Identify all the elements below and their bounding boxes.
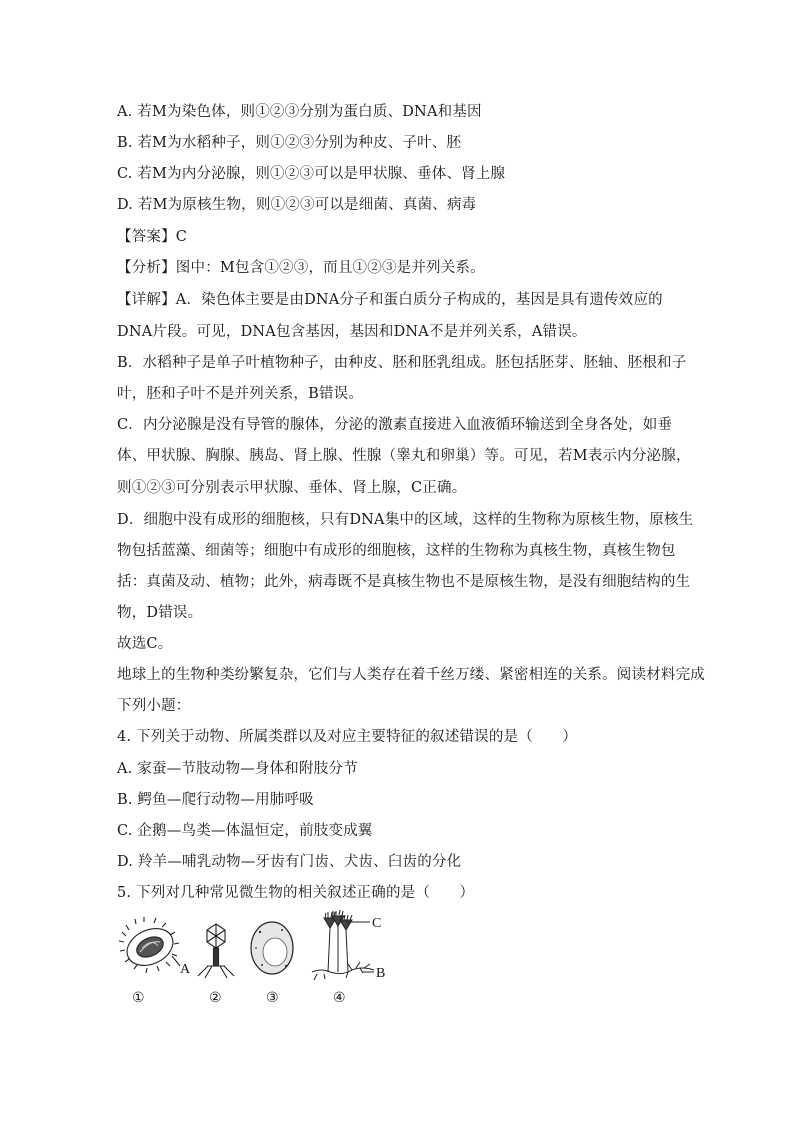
- figure-label-3: ③: [266, 991, 279, 1006]
- intro-paragraph: 地球上的生物种类纷繁复杂，它们与人类存在着千丝万缕、紧密相连的关系。阅读材料完成: [117, 667, 705, 683]
- figure-label-2: ②: [209, 991, 222, 1006]
- explanation-line: 括：真菌及动、植物；此外，病毒既不是真核生物也不是原核生物，是没有细胞结构的生: [117, 574, 691, 590]
- figure-label-4: ④: [333, 991, 346, 1006]
- pointer-label-a: A: [180, 962, 191, 977]
- explanation-line: 物包括蓝藻、细菌等；细胞中有成形的细胞核，这样的生物称为真核生物，真核生物包: [117, 543, 676, 559]
- option-d-q4: D. 羚羊—哺乳动物—牙齿有门齿、犬齿、臼齿的分化: [117, 854, 462, 870]
- option-a-q3: A. 若M为染色体，则①②③分别为蛋白质、DNA和基因: [117, 104, 482, 120]
- intro-paragraph: 下列小题：: [117, 698, 191, 714]
- explanation-line: 物，D错误。: [117, 605, 203, 621]
- explanation-line: B．水稻种子是单子叶植物种子，由种皮、胚和胚乳组成。胚包括胚芽、胚轴、胚根和子: [117, 355, 687, 371]
- explanation-line: 则①②③可分别表示甲状腺、垂体、肾上腺，C正确。: [117, 480, 467, 496]
- question-4: 4. 下列关于动物、所属类群以及对应主要特征的叙述错误的是（ ）: [117, 729, 578, 745]
- explanation-line: 【详解】A．染色体主要是由DNA分子和蛋白质分子构成的，基因是具有遗传效应的: [117, 292, 663, 308]
- organism-3-drawing: [251, 922, 293, 974]
- explanation-line: DNA片段。可见，DNA包含基因，基因和DNA不是并列关系，A错误。: [117, 324, 587, 340]
- explanation-line: C．内分泌腺是没有导管的腺体，分泌的激素直接进入血液循环输送到全身各处，如垂: [117, 417, 673, 433]
- question-5: 5. 下列对几种常见微生物的相关叙述正确的是（ ）: [117, 885, 475, 901]
- explanation-line: 体、甲状腺、胸腺、胰岛、肾上腺、性腺（睾丸和卵巢）等。可见，若M表示内分泌腺，: [117, 448, 691, 464]
- pointer-label-b: B: [376, 966, 386, 981]
- microorganism-figure: [112, 910, 392, 1010]
- option-b-q3: B. 若M为水稻种子，则①②③分别为种皮、子叶、胚: [117, 135, 462, 151]
- option-d-q3: D. 若M为原核生物，则①②③可以是细菌、真菌、病毒: [117, 197, 477, 213]
- organism-4-drawing: [312, 910, 374, 980]
- option-c-q3: C. 若M为内分泌腺，则①②③可以是甲状腺、垂体、肾上腺: [117, 166, 506, 182]
- pointer-label-c: C: [372, 916, 382, 931]
- explanation-line: 叶，胚和子叶不是并列关系，B错误。: [117, 386, 364, 402]
- analysis-line: 【分析】图中：M包含①②③，而且①②③是并列关系。: [117, 260, 485, 276]
- option-c-q4: C. 企鹅—鸟类—体温恒定，前肢变成翼: [117, 823, 373, 839]
- conclusion-line: 故选C。: [117, 636, 173, 652]
- option-b-q4: B. 鳄鱼—爬行动物—用肺呼吸: [117, 792, 314, 808]
- organism-2-drawing: [198, 924, 234, 978]
- organism-1-drawing: [119, 917, 180, 973]
- option-a-q4: A. 家蚕—节肢动物—身体和附肢分节: [117, 761, 358, 777]
- figure-label-1: ①: [132, 991, 145, 1006]
- explanation-line: D．细胞中没有成形的细胞核，只有DNA集中的区域，这样的生物称为原核生物，原核生: [117, 512, 694, 528]
- answer-line: 【答案】C: [117, 229, 188, 245]
